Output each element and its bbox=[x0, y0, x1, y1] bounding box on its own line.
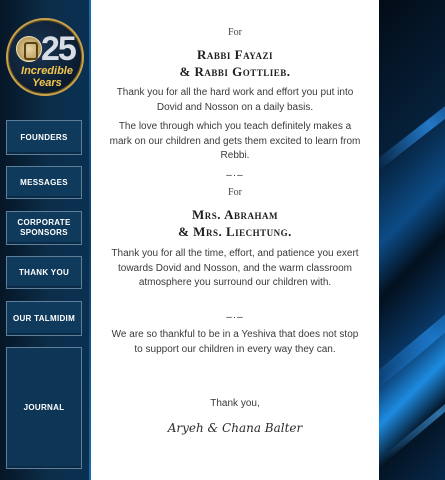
signature: Aryeh & Chana Balter bbox=[167, 421, 303, 435]
paragraph-4: We are so thankful to be in a Yeshiva that does not stop to support our children in every way they can. bbox=[111, 329, 359, 355]
nav-sponsors-line-1: CORPORATE bbox=[17, 218, 71, 227]
nav-messages-button[interactable] bbox=[6, 166, 82, 199]
recipients-2-line-1: Mrs. Abraham bbox=[192, 207, 278, 222]
recipients-2-line-2: & Mrs. Liechtung. bbox=[178, 224, 292, 239]
recipients-2 bbox=[91, 206, 379, 240]
light-streak bbox=[383, 366, 445, 461]
seal-icon bbox=[16, 36, 42, 62]
decorative-side-panel bbox=[379, 0, 445, 480]
light-streak bbox=[379, 280, 445, 394]
recipients-1-line-2: & Rabbi Gottlieb. bbox=[179, 64, 291, 79]
nav-our-talmidim-button[interactable] bbox=[6, 301, 82, 336]
logo-tagline-1: Incredible bbox=[21, 65, 73, 77]
nav-thank-you-label: THANK YOU bbox=[18, 267, 70, 277]
nav-journal-button[interactable] bbox=[6, 347, 82, 469]
logo-tagline-2: Years bbox=[32, 77, 62, 89]
nav-founders-label: FOUNDERS bbox=[20, 132, 68, 142]
paragraph-3: Thank you for all the time, effort, and patience you exert towards Dovid and Nosson, and the warm classroom atmosphere you surround our children with. bbox=[111, 248, 359, 288]
for-label-1: For bbox=[228, 27, 242, 38]
nav-talmidim-label: OUR TALMIDIM bbox=[12, 313, 76, 323]
for-label-2: For bbox=[228, 187, 242, 198]
nav-messages-label: MESSAGES bbox=[20, 177, 68, 187]
nav-journal-label: JOURNAL bbox=[23, 403, 65, 412]
divider-1: –·– bbox=[226, 170, 244, 181]
light-streak bbox=[379, 78, 445, 172]
nav-sponsors-label bbox=[17, 218, 70, 238]
nav-sponsors-line-2: SPONSORS bbox=[20, 228, 68, 237]
nav-thank-you-button[interactable] bbox=[6, 256, 82, 289]
nav-founders-button[interactable] bbox=[6, 120, 82, 155]
divider-2: –·– bbox=[226, 312, 244, 323]
recipients-1 bbox=[91, 46, 379, 80]
paragraph-1: Thank you for all the hard work and effort you put into Dovid and Nosson on a daily basis. bbox=[116, 87, 354, 113]
closing-text: Thank you, bbox=[210, 398, 260, 409]
25-incredible-years-logo[interactable] bbox=[6, 18, 84, 96]
logo-number: 25 bbox=[41, 30, 75, 68]
recipients-1-line-1: Rabbi Fayazi bbox=[197, 47, 273, 62]
paragraph-2: The love through which you teach definitely makes a mark on our children and gets them excited to learn from Rebbi. bbox=[109, 121, 361, 161]
thank-you-letter bbox=[91, 0, 379, 480]
sidebar bbox=[0, 0, 91, 480]
nav-corporate-sponsors-button[interactable] bbox=[6, 211, 82, 245]
